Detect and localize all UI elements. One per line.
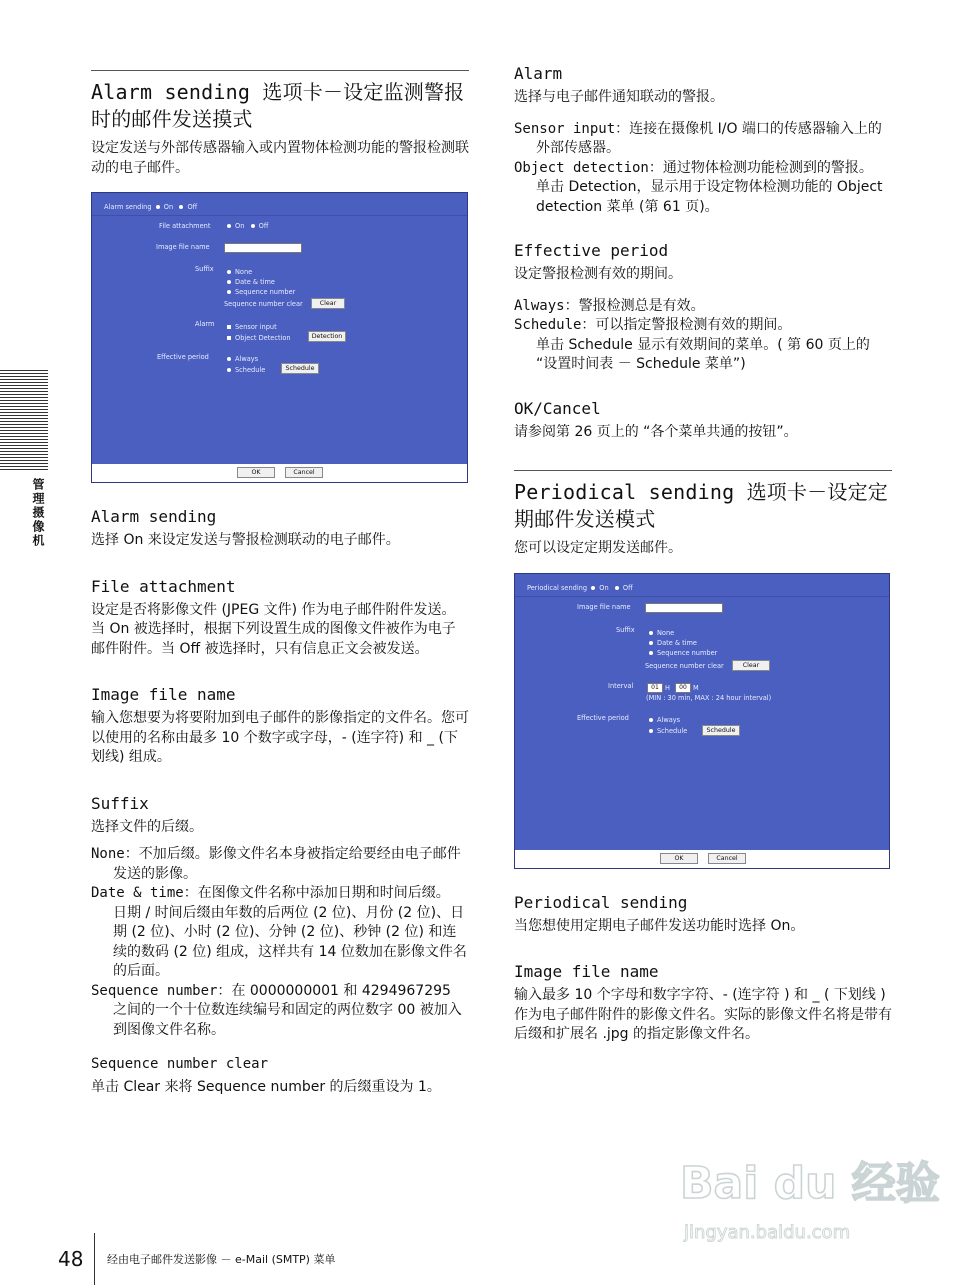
ok-cancel-text: 请参阅第 26 页上的 “各个菜单共通的按钮”。 [514, 423, 798, 440]
heading-image-file-name: Image file name [91, 685, 236, 704]
def-schedule: Schedule：可以指定警报检测有效的期间。 [514, 317, 792, 333]
suffix-text: 选择文件的后缀。 [91, 818, 203, 835]
page-number: 48 [58, 1247, 84, 1271]
image-file-name-text: 输入您想要为将要附加到电子邮件的影像指定的文件名。您可以使用的名称由最多 10 个数字或字母，- (连字符) 和 _ (下划线) 组成。 [91, 710, 469, 765]
footer-divider [94, 1233, 95, 1285]
cancel-button[interactable]: Cancel [285, 467, 323, 478]
heading-alarm-sending: Alarm sending [91, 507, 217, 526]
alarm-sending-screenshot: Alarm sending On Off File attachment On Off Image file name Suffix None Date & time Sequence number Sequence number clear Clear Alarm Sensor input Object Detection Detection Effective period Always Schedule Schedule OK Cancel [91, 192, 468, 483]
periodical-sending-screenshot: Periodical sending On Off Image file name Suffix None Date & time Sequence number Sequence number clear Clear Interval 01 H 00 M (MIN : 30 min, MAX : 24 hour interval) Effective period Always Schedule Schedule OK Cancel [514, 573, 890, 869]
def-date-time-detail: 日期 / 时间后缀由年数的后两位 (2 位)、月份 (2 位)、日期 (2 位)、小时 (2 位)、分钟 (2 位)、秒钟 (2 位) 和连续的数码 (2 位) 组成，这样共有 14 位数加在影像文件名的后面。 [113, 904, 467, 979]
ok-button-2[interactable]: OK [660, 853, 698, 864]
seq-clear-text: 单击 Clear 来将 Sequence number 的后缀重设为 1。 [91, 1079, 441, 1095]
def-always: Always：警报检测总是有效。 [514, 297, 705, 314]
clear-button-2[interactable]: Clear [732, 660, 770, 671]
heading-effective-period: Effective period [514, 241, 669, 260]
section-title-periodical-sending: Periodical sending 选项卡－设定定期邮件发送模式 [514, 480, 888, 531]
left-column [91, 70, 469, 1098]
right-column [514, 64, 892, 1045]
cancel-button-2[interactable]: Cancel [708, 853, 746, 864]
watermark-brand: Bai du 经验 [680, 1158, 940, 1209]
clear-button[interactable]: Clear [311, 298, 345, 309]
alarm-text: 选择与电子邮件通知联动的警报。 [514, 89, 724, 105]
def-schedule-detail: 单击 Schedule 显示有效期间的菜单。( 第 60 页上的 “设置时间表 － Schedule 菜单”) [536, 336, 870, 372]
alarm-sending-text: 选择 On 来设定发送与警报检测联动的电子邮件。 [91, 532, 400, 548]
watermark-url: jingyan.baidu.com [684, 1222, 851, 1243]
heading-alarm: Alarm [514, 64, 563, 83]
baidu-watermark-logo [676, 1140, 940, 1250]
file-attachment-text-1: 设定是否将影像文件 (JPEG 文件) 作为电子邮件附件发送。 [91, 601, 456, 618]
def-object-detection-detail: 单击 Detection，显示用于设定物体检测功能的 Object detection 菜单 (第 61 页)。 [536, 179, 883, 215]
running-title: 经由电子邮件发送影像 － e-Mail (SMTP) 菜单 [107, 1253, 336, 1266]
intro-text-2: 您可以设定定期发送邮件。 [514, 540, 682, 556]
heading-image-file-name-2: Image file name [514, 962, 659, 981]
section-title-alarm-sending: Alarm sending 选项卡－设定监测警报时的邮件发送摸式 [91, 80, 465, 131]
schedule-button[interactable]: Schedule [281, 363, 319, 374]
interval-hours[interactable]: 01 [647, 683, 663, 693]
intro-text: 设定发送与外部传感器输入或内置物体检测功能的警报检测联动的电子邮件。 [91, 140, 469, 176]
ok-button[interactable]: OK [237, 467, 275, 478]
heading-suffix: Suffix [91, 793, 149, 813]
effective-period-text: 设定警报检测有效的期间。 [514, 266, 682, 282]
detection-button[interactable]: Detection [308, 331, 346, 342]
def-sensor-input: Sensor input：连接在摄像机 I/O 端口的传感器输入上的外部传感器。 [514, 120, 882, 156]
page-footer [58, 1233, 335, 1285]
section-rule-2 [514, 470, 892, 471]
periodical-sending-text: 当您想使用定期电子邮件发送功能时选择 On。 [514, 917, 805, 934]
section-rule [91, 70, 469, 71]
schedule-button-2[interactable]: Schedule [702, 725, 740, 736]
heading-seq-clear: Sequence number clear [91, 1056, 269, 1072]
image-file-name-text-2: 输入最多 10 个字母和数字字符、- (连字符 ) 和 _ ( 下划线 ) 作为电子邮件附件的影像文件名。实际的影像文件名将是带有后缀和扩展名 .jpg 的指定影像文件名。 [514, 987, 892, 1042]
heading-periodical-sending: Periodical sending [514, 892, 688, 912]
def-object-detection: Object detection：通过物体检测功能检测到的警报。 [514, 159, 873, 176]
heading-ok-cancel: OK/Cancel [514, 398, 601, 418]
heading-file-attachment: File attachment [91, 576, 236, 596]
file-attachment-text-2: 当 On 被选择时，根据下列设置生成的图像文件被作为电子邮件附件。当 Off 被选择时，只有信息正文会被发送。 [91, 621, 456, 657]
side-tab-label: 管理摄像机 [31, 478, 45, 548]
side-tab-stripes [0, 370, 48, 470]
def-sequence-number: Sequence number：在 0000000001 和 4294967295 之间的一个十位数连续编号和固定的两位数字 00 被加入到图像文件名称。 [91, 982, 462, 1038]
def-none: None：不加后缀。影像文件名本身被指定给要经由电子邮件发送的影像。 [91, 846, 461, 882]
interval-minutes[interactable]: 00 [675, 683, 691, 693]
def-date-time: Date & time：在图像文件名称中添加日期和时间后缀。 [91, 885, 450, 901]
